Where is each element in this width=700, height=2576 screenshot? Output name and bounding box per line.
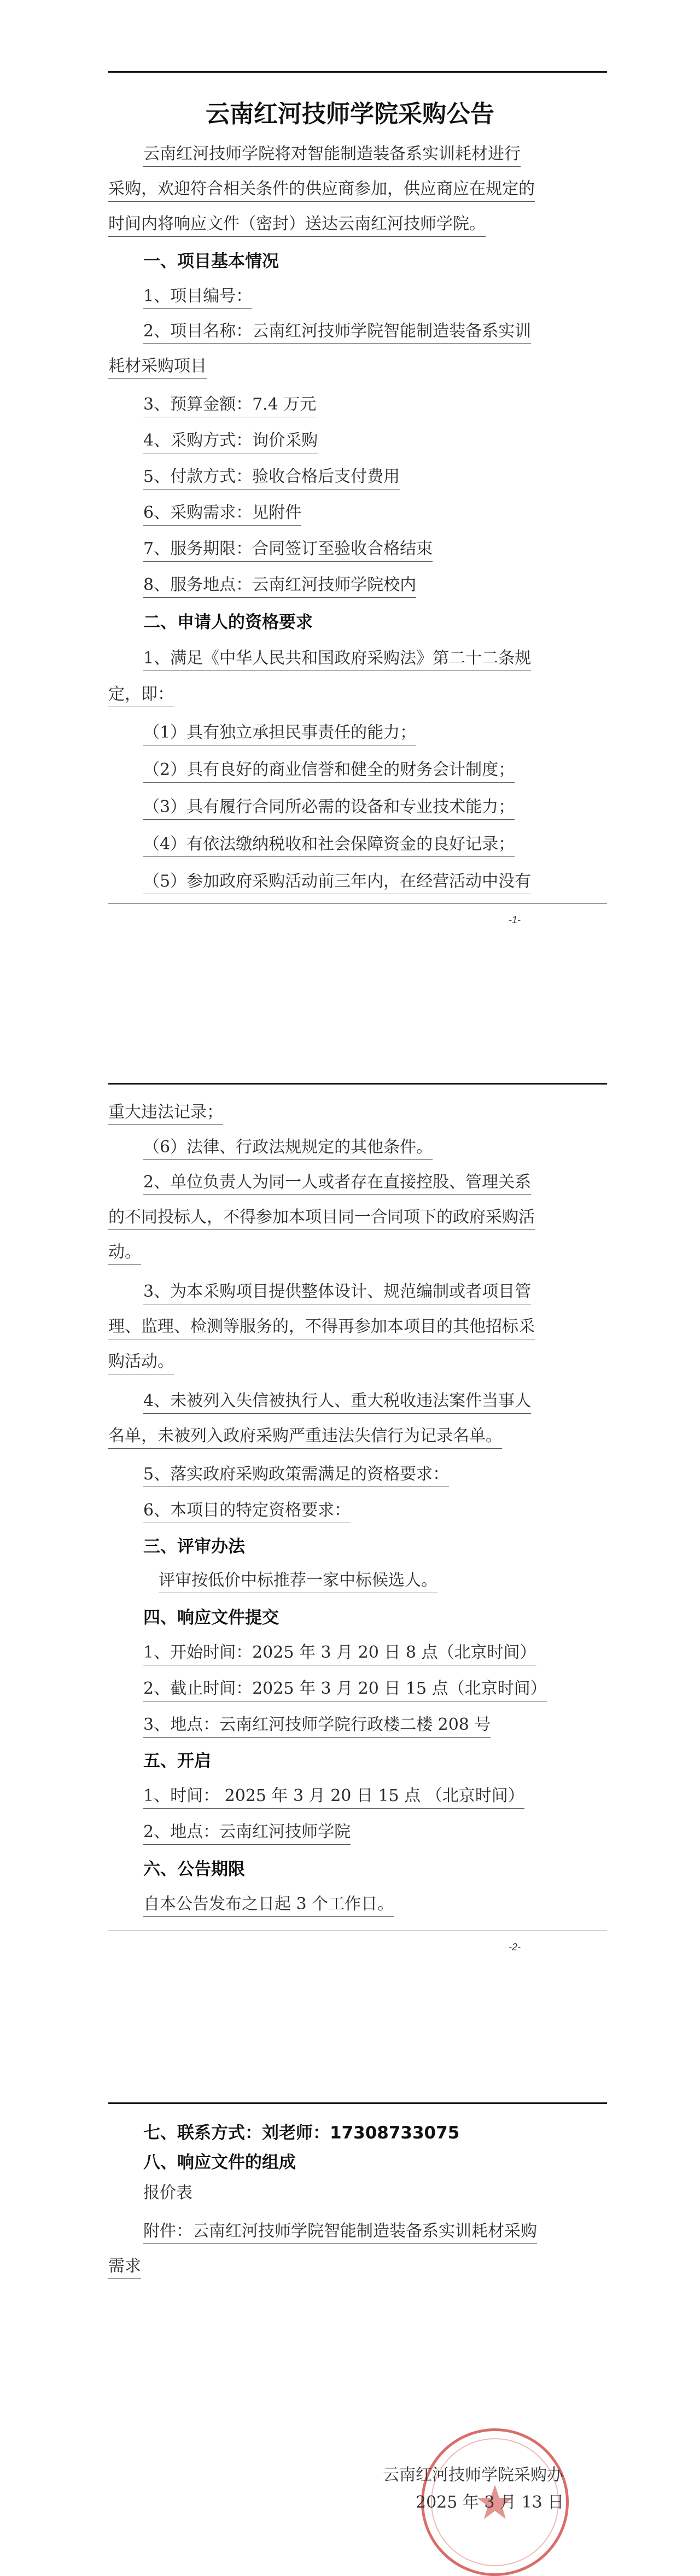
text-line: 3、为本采购项目提供整体设计、规范编制或者项目管 <box>143 1281 531 1304</box>
text-line: 4、未被列入失信被执行人、重大税收违法案件当事人 <box>143 1390 531 1414</box>
top-rule <box>108 71 607 73</box>
text-line: 的不同投标人，不得参加本项目同一合同项下的政府采购活 <box>108 1207 535 1230</box>
opening-time: 1、时间： 2025 年 3 月 20 日 15 点 （北京时间） <box>143 1785 524 1809</box>
intro-line-2: 采购，欢迎符合相关条件的供应商参加，供应商应在规定的 <box>108 178 535 202</box>
text-line: （6）法律、行政法规规定的其他条件。 <box>143 1137 433 1160</box>
qualification-1-c: （3）具有履行合同所必需的设备和专业技术能力； <box>143 796 515 820</box>
text-line: 重大违法记录； <box>108 1101 223 1125</box>
page-3 <box>0 2035 700 2513</box>
attachment-line-2: 需求 <box>108 2256 141 2279</box>
quotation-form: 报价表 <box>143 2183 192 2202</box>
page-2 <box>0 979 700 2035</box>
intro-line-3: 时间内将响应文件（密封）送达云南红河技师学院。 <box>108 213 486 237</box>
section-1-heading: 一、项目基本情况 <box>143 252 279 271</box>
project-name-cont: 耗材采购项目 <box>108 355 207 379</box>
section-3-heading: 三、评审办法 <box>143 1537 245 1557</box>
payment-method: 5、付款方式：验收合格后支付费用 <box>143 466 400 489</box>
intro-line-1: 云南红河技师学院将对智能制造装备系实训耗材进行 <box>143 143 521 167</box>
section-8-heading: 八、响应文件的组成 <box>143 2153 296 2172</box>
evaluation-method: 评审按低价中标推荐一家中标候选人。 <box>159 1570 438 1593</box>
service-location: 8、服务地点：云南红河技师学院校内 <box>143 574 416 598</box>
deadline: 2、截止时间：2025 年 3 月 20 日 15 点（北京时间） <box>143 1678 547 1701</box>
section-5-heading: 五、开启 <box>143 1751 211 1771</box>
qualification-1-e: （5）参加政府采购活动前三年内，在经营活动中没有 <box>143 871 531 894</box>
text-line: 2、单位负责人为同一人或者存在直接控股、管理关系 <box>143 1172 531 1195</box>
qualification-1: 1、满足《中华人民共和国政府采购法》第二十二条规 <box>143 648 531 671</box>
text-line: 理、监理、检测等服务的，不得再参加本项目的其他招标采 <box>108 1316 535 1339</box>
qualification-1-b: （2）具有良好的商业信誉和健全的财务会计制度； <box>143 759 515 783</box>
top-rule <box>108 1083 607 1085</box>
budget: 3、预算金额：7.4 万元 <box>143 394 316 417</box>
submission-location: 3、地点：云南红河技师学院行政楼二楼 208 号 <box>143 1714 491 1738</box>
attachment-line-1: 附件：云南红河技师学院智能制造装备系实训耗材采购 <box>143 2221 537 2244</box>
section-6-heading: 六、公告期限 <box>143 1860 245 1879</box>
qualification-1-a: （1）具有独立承担民事责任的能力； <box>143 722 416 745</box>
section-4-heading: 四、响应文件提交 <box>143 1608 279 1628</box>
opening-location: 2、地点：云南红河技师学院 <box>143 1821 351 1845</box>
project-number: 1、项目编号： <box>143 285 252 309</box>
page-number: -1- <box>509 914 521 925</box>
qualification-1-d: （4）有依法缴纳税收和社会保障资金的良好记录； <box>143 834 515 857</box>
document-title: 云南红河技师学院采购公告 <box>206 100 494 128</box>
page-number: -2- <box>509 1942 521 1953</box>
text-line: 动。 <box>108 1242 141 1265</box>
requirements: 6、采购需求：见附件 <box>143 502 301 526</box>
notice-period: 自本公告发布之日起 3 个工作日。 <box>143 1893 394 1917</box>
text-line: 6、本项目的特定资格要求： <box>143 1500 351 1523</box>
text-line: 购活动。 <box>108 1351 174 1374</box>
start-time: 1、开始时间：2025 年 3 月 20 日 8 点（北京时间） <box>143 1642 536 1665</box>
signature-office: 云南红河技师学院采购办 <box>383 2466 563 2485</box>
section-7-contact: 七、联系方式：刘老师：17308733075 <box>143 2123 460 2143</box>
top-rule <box>108 2102 607 2104</box>
section-2-heading: 二、申请人的资格要求 <box>143 613 313 632</box>
page-1 <box>0 0 700 979</box>
signature-date: 2025 年 3 月 13 日 <box>416 2493 564 2512</box>
text-line: 名单，未被列入政府采购严重违法失信行为记录名单。 <box>108 1425 502 1449</box>
service-period: 7、服务期限：合同签订至验收合格结束 <box>143 538 433 562</box>
qualification-1-cont: 定，即： <box>108 684 174 707</box>
text-line: 5、落实政府采购政策需满足的资格要求： <box>143 1464 449 1487</box>
procurement-method: 4、采购方式：询价采购 <box>143 430 318 453</box>
project-name: 2、项目名称：云南红河技师学院智能制造装备系实训 <box>143 320 531 344</box>
